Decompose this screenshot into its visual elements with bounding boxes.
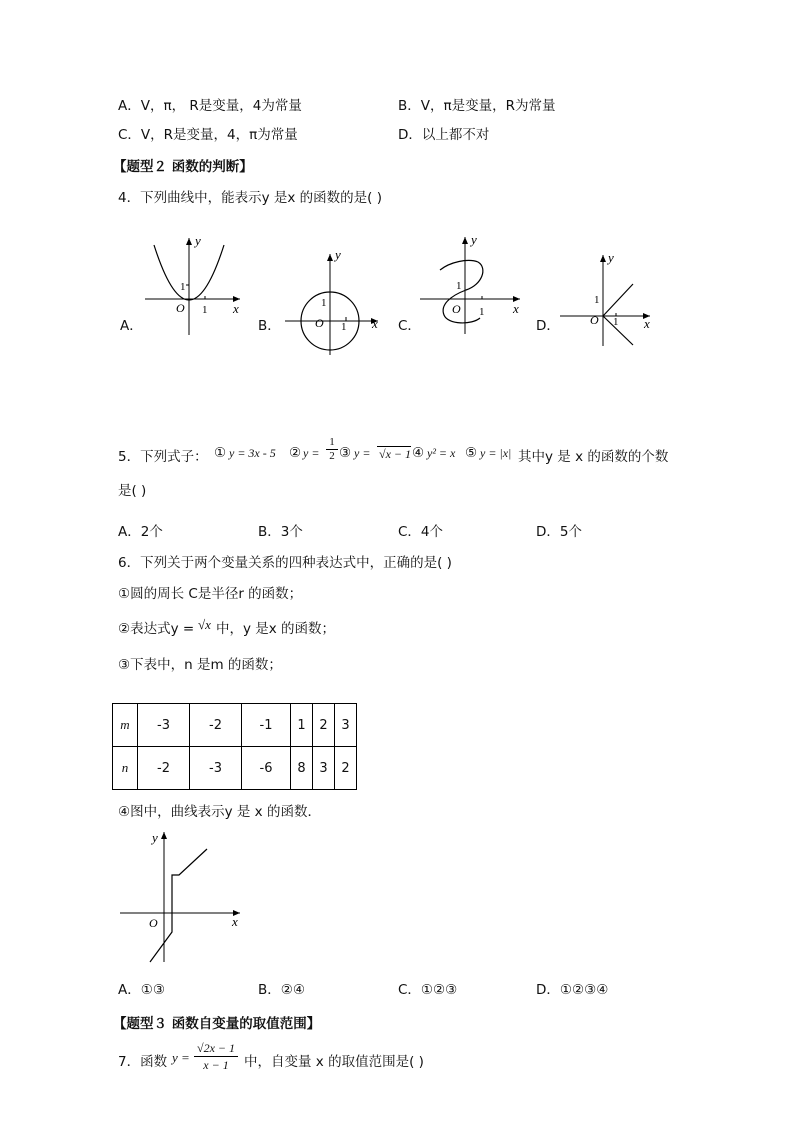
table-cell: -3 <box>190 747 242 790</box>
table-cell: -3 <box>138 704 190 747</box>
q6-statement-1: ①圆的周长 C是半径r 的函数； <box>118 586 303 602</box>
table-cell: 3 <box>335 704 357 747</box>
q6-option-c: C．①②③ <box>398 982 458 998</box>
q5-frac-num: 1 <box>326 436 338 450</box>
q5-mark-3: ③ <box>339 445 352 461</box>
q4d-x-label: x <box>644 316 650 331</box>
q4-stem: 4．下列曲线中，能表示y 是x 的函数的是( ) <box>118 190 382 206</box>
table-cell: 3 <box>313 747 335 790</box>
q4a-y-label: y <box>195 233 201 248</box>
q5-suffix: 其中y 是 x 的函数的个数 <box>518 449 669 465</box>
q4d-origin: O <box>590 313 599 327</box>
q6-option-a: A．①③ <box>118 982 165 998</box>
q4c-one-x: 1 <box>479 306 485 318</box>
q5-mark-1: ① <box>214 445 227 461</box>
q7-fraction <box>194 1040 238 1073</box>
q6-graph-origin: O <box>149 916 158 930</box>
q4c-one-y: 1 <box>456 280 462 292</box>
q4b-x-label: x <box>372 316 378 331</box>
q5-expr-2: y = <box>303 446 320 460</box>
q5-option-d: D．5个 <box>536 524 582 540</box>
q3-option-a: A．V，π， R是变量，4为常量 <box>118 98 302 114</box>
table-cell: -2 <box>190 704 242 747</box>
table-cell: 2 <box>335 747 357 790</box>
q4b-one-x: 1 <box>341 321 347 333</box>
q5-option-c: C．4个 <box>398 524 444 540</box>
q6-graph-y-label: y <box>152 830 158 845</box>
q4a-one-x: 1 <box>202 304 208 316</box>
table-cell: -1 <box>242 704 291 747</box>
q7-y-eq: y = <box>172 1050 190 1065</box>
q7-denominator: x − 1 <box>203 1058 229 1072</box>
q3-option-b: B．V，π是变量，R为常量 <box>398 98 556 114</box>
table-cell: m <box>113 704 138 747</box>
q4c-x-label: x <box>513 301 519 316</box>
q4a-one-y: 1 <box>180 281 186 293</box>
q6-stem: 6．下列关于两个变量关系的四种表达式中，正确的是( ) <box>118 555 452 571</box>
q5-expr-4: y² = x <box>427 446 456 460</box>
q7-numerator: √2x − 1 <box>194 1040 238 1057</box>
table-cell: -6 <box>242 747 291 790</box>
table-cell: 8 <box>291 747 313 790</box>
q6-statement-2a: ②表达式y = <box>118 621 195 637</box>
q4b-origin: O <box>315 316 324 330</box>
q5-expr-5: y = |x| <box>480 446 512 460</box>
q6-statement-2b: 中，y 是x 的函数； <box>216 621 336 637</box>
q4-label-a: A． <box>120 318 143 334</box>
q6-option-b: B．②④ <box>258 982 305 998</box>
q6-statement-3: ③下表中，n 是m 的函数； <box>118 657 282 673</box>
table-cell: 2 <box>313 704 335 747</box>
q6-graph-x-label: x <box>232 914 238 929</box>
q3-option-d: D．以上都不对 <box>398 127 490 143</box>
q4-label-c: C． <box>398 318 421 334</box>
q5-expr-3-radical: √x − 1 <box>379 447 412 461</box>
q7-prefix: 7．函数 <box>118 1054 168 1070</box>
section-2-title: 【题型２ 函数的判断】 <box>113 159 253 175</box>
q5-line2: 是( ) <box>118 483 147 499</box>
section-3-title: 【题型３ 函数自变量的取值范围】 <box>113 1016 321 1032</box>
q6-statement-2-radical: √x <box>198 617 211 632</box>
q5-frac-den: 2 <box>329 450 335 462</box>
table-cell: 1 <box>291 704 313 747</box>
q4d-one-x: 1 <box>613 316 619 328</box>
q5-mark-5: ⑤ <box>465 445 478 461</box>
q4-label-d: D． <box>536 318 560 334</box>
q4d-one-y: 1 <box>594 294 600 306</box>
q4b-one-y: 1 <box>321 297 327 309</box>
q4a-origin: O <box>176 301 185 315</box>
q5-mark-2: ② <box>289 445 302 461</box>
table-cell: -2 <box>138 747 190 790</box>
q6-option-d: D．①②③④ <box>536 982 609 998</box>
q3-option-c: C．V，R是变量，4，π为常量 <box>118 127 298 143</box>
q5-expr-1: y = 3x - 5 <box>229 446 276 460</box>
q4b-y-label: y <box>335 247 341 262</box>
q4-label-b: B． <box>258 318 281 334</box>
q4a-x-label: x <box>233 301 239 316</box>
q5-expr-3: y = <box>354 446 371 460</box>
q4c-origin: O <box>452 302 461 316</box>
table-cell: n <box>113 747 138 790</box>
q6-statement-4: ④图中，曲线表示y 是 x 的函数． <box>118 804 321 820</box>
q5-prefix: 5．下列式子： <box>118 449 208 465</box>
q4c-y-label: y <box>471 232 477 247</box>
q7-suffix: 中，自变量 x 的取值范围是( ) <box>244 1054 424 1070</box>
q4d-y-label: y <box>608 250 614 265</box>
q5-option-a: A．2个 <box>118 524 163 540</box>
q5-option-b: B．3个 <box>258 524 303 540</box>
q5-mark-4: ④ <box>412 445 425 461</box>
